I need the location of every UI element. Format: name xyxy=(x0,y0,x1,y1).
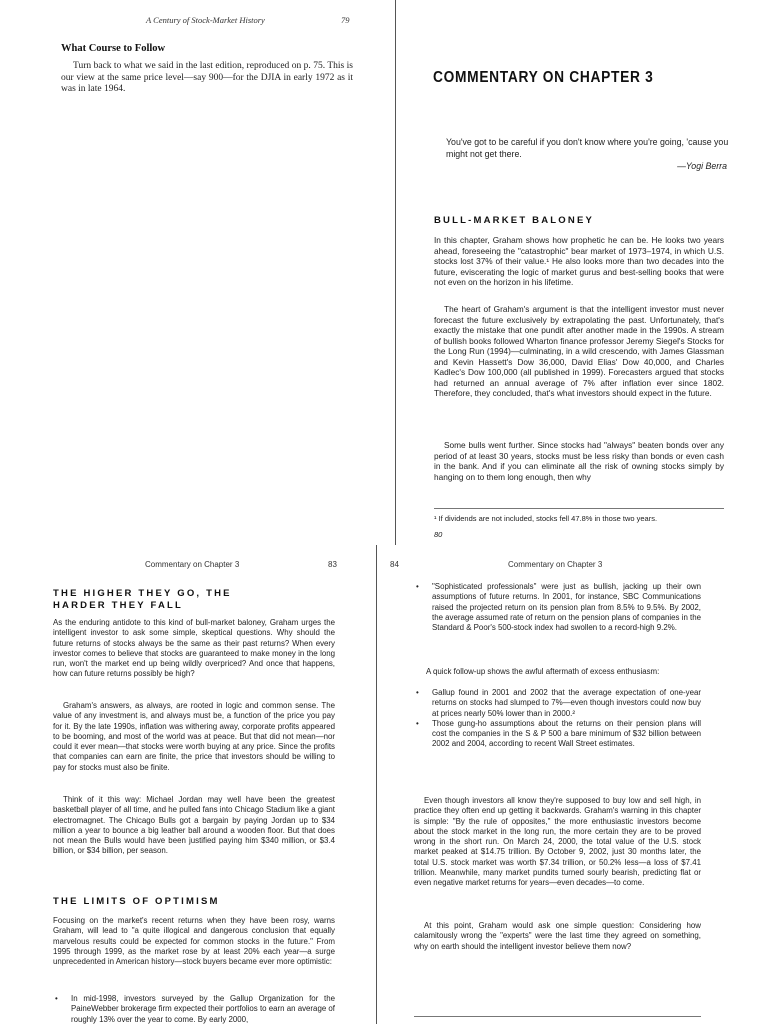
footnote: ¹ If dividends are not included, stocks fell 47.8% in those two years. xyxy=(434,514,658,523)
list-item: • In mid-1998, investors surveyed by the Gallup Organization for the PaineWebber brokerage firm expected their portfolios to earn an average of roughly 13% over the year to come. By early 2000, xyxy=(53,994,335,1024)
paragraph-1: Even though investors all know they're supposed to buy low and sell high, in practice they often end up getting it backwards. Graham's warning in this chapter is simple: "By the rule of opposites," the more enthusiastic investors become about the stock market in the long run, the more certain they are to be proved wrong in the short run. On March 24, 2000, the total value of the U.S. stock market peaked at $14.75 trillion. By October 9, 2002, just 30 months later, the total U.S. stock market was worth $7.34 trillion, or 50.2% less—a loss of $7.41 trillion. Meanwhile, many market pundits turned sourly bearish, predicting flat or even negative market returns for years—even decades—to come. xyxy=(414,796,701,888)
paragraph: Turn back to what we said in the last edition, reproduced on p. 75. This is our view at the same price level—say 900—for the DJIA in early 1972 as it was in late 1964. xyxy=(61,61,353,94)
running-head: A Century of Stock-Market History xyxy=(146,15,265,25)
section-heading-1: THE HIGHER THEY GO, THE HARDER THEY FALL xyxy=(53,588,232,611)
paragraph-3: Some bulls went further. Since stocks had "always" beaten bonds over any period of at least 30 years, stocks must be less risky than bonds or even cash in the bank. And if you can eliminate all the risk of owning stocks simply by hanging on to them long enough, then why xyxy=(434,440,724,482)
list-item: • "Sophisticated professionals" were just as bullish, jacking up their own assumptions of future returns. In 2001, for instance, SBC Communications raised the projected return on its pension plan from 8.5% to 9.5%. By 2002, the average assumed rate of return on the pension plans of companies in the Standard & Poor's 500-stock index had swollen to a record-high 9.2%. xyxy=(414,582,701,633)
page-number: 80 xyxy=(434,530,443,539)
section-title: What Course to Follow xyxy=(61,43,166,54)
running-head: Commentary on Chapter 3 xyxy=(145,560,240,569)
page-number: 84 xyxy=(390,560,399,569)
vertical-divider-top xyxy=(395,0,396,545)
footnote-rule xyxy=(414,1016,701,1017)
bullet-list-2 xyxy=(414,688,701,750)
bullet-list xyxy=(53,994,335,1024)
page-84 xyxy=(378,546,768,1024)
paragraph-3: Think of it this way: Michael Jordan may well have been the greatest basketball player of all time, and he pulled fans into Chicago Stadium like a giant electromagnet. The Chicago Bulls got a bargain by paying Jordan up to $34 million a year to bounce a big leather ball around a wooden floor. But that does not mean the Bulls would have been justified paying him $340 million, or $3.4 billion, or $34 billion, per season. xyxy=(53,795,335,856)
section-heading: BULL-MARKET BALONEY xyxy=(434,215,595,226)
epigraph: You've got to be careful if you don't know where you're going, 'cause you might not get there. xyxy=(446,137,729,159)
page-80 xyxy=(397,0,768,545)
running-head: Commentary on Chapter 3 xyxy=(508,560,603,569)
paragraph-2: Graham's answers, as always, are rooted in logic and common sense. The value of any investment is, and always must be, a function of the price you pay for it. By the late 1990s, inflation was withering away, corporate profits appeared to be booming, and most of the world was at peace. But that did not mean—nor could it ever mean—that stocks were worth buying at any price. Since the profits that companies can earn are finite, the price that investors should be willing to pay for stocks must also be finite. xyxy=(53,701,335,772)
paragraph-1: In this chapter, Graham shows how prophetic he can be. He looks two years ahead, foreseeing the "catastrophic" bear market of 1973–1974, in which U.S. stocks lost 37% of their value.¹ He also looks more than two decades into the future, eviscerating the logic of market gurus and best-selling books that were not even on the horizon in his lifetime. xyxy=(434,235,724,287)
section-heading-2: THE LIMITS OF OPTIMISM xyxy=(53,896,220,907)
page-number: 79 xyxy=(341,15,350,25)
bullet-list-1 xyxy=(414,582,701,633)
page-83 xyxy=(0,546,375,1024)
paragraph-4: Focusing on the market's recent returns when they have been rosy, warns Graham, will lead to "a quite illogical and dangerous conclusion that equally marvelous results could be expected for common stocks in the future." From 1995 through 1999, as the market rose by at least 20% each year—a surge unprecedented in American history—stock buyers became ever more optimistic: xyxy=(53,916,335,967)
footnote-rule xyxy=(434,508,724,509)
paragraph-1: As the enduring antidote to this kind of bull-market baloney, Graham urges the intelligent investor to ask some simple, skeptical questions. Why should the future returns of stocks always be the same as their past returns? When every investor comes to believe that stocks are guaranteed to make money in the long run, won't the market end up being wildly overpriced? And once that happens, how can future returns possibly be high? xyxy=(53,618,335,679)
paragraph-2: At this point, Graham would ask one simple question: Considering how calamitously wrong the "experts" were the last time they agreed on something, why on earth should the intelligent investor believe them now? xyxy=(414,921,701,951)
vertical-divider-bottom xyxy=(376,545,377,1024)
followup-line: A quick follow-up shows the awful aftermath of excess enthusiasm: xyxy=(426,667,660,676)
paragraph-2: The heart of Graham's argument is that the intelligent investor must never forecast the future exclusively by extrapolating the past. Unfortunately, that's exactly the mistake that one pundit after another made in the 1990s. A stream of bullish books followed Wharton finance professor Jeremy Siegel's Stocks for the Long Run (1994)—culminating, in a wild crescendo, with James Glassman and Kevin Hassett's Dow 36,000, David Elias' Dow 40,000, and Charles Kadlec's Dow 100,000 (all published in 1999). Forecasters argued that stocks had returned an annual average of 7% after inflation ever since 1802. Therefore, they concluded, that's what investors should expect in the future. xyxy=(434,304,724,398)
page-number: 83 xyxy=(328,560,337,569)
chapter-title: COMMENTARY ON CHAPTER 3 xyxy=(433,69,654,86)
page-79 xyxy=(0,0,394,545)
list-item: • Those gung-ho assumptions about the returns on their pension plans will cost the companies in the S & P 500 a bare minimum of $32 billion between 2002 and 2004, according to recent Wall Street estimates. xyxy=(414,719,701,750)
epigraph-attribution: —Yogi Berra xyxy=(677,161,727,171)
list-item: • Gallup found in 2001 and 2002 that the average expectation of one-year returns on stocks had slumped to 7%—even though investors could now buy at prices nearly 50% lower than in 2000.² xyxy=(414,688,701,719)
